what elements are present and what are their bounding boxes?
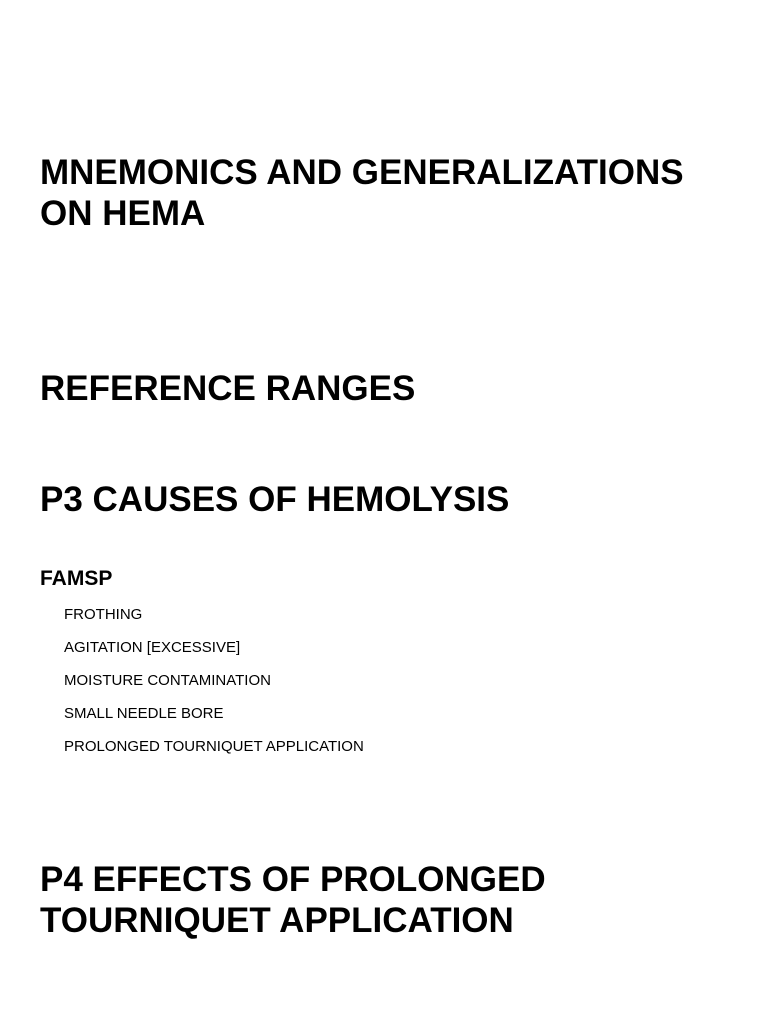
famsp-mnemonic-heading: FAMSP <box>40 567 113 590</box>
p3-causes-of-hemolysis-heading: P3 CAUSES OF HEMOLYSIS <box>40 480 510 519</box>
list-item: PROLONGED TOURNIQUET APPLICATION <box>64 738 364 755</box>
reference-ranges-heading: REFERENCE RANGES <box>40 369 416 408</box>
hemolysis-causes-list <box>64 606 364 771</box>
list-item: MOISTURE CONTAMINATION <box>64 672 271 689</box>
p4-tourniquet-effects-heading: P4 EFFECTS OF PROLONGED TOURNIQUET APPLICATION <box>40 860 546 940</box>
document-title: MNEMONICS AND GENERALIZATIONS ON HEMA <box>40 153 684 233</box>
list-item: FROTHING <box>64 606 143 623</box>
list-item: SMALL NEEDLE BORE <box>64 705 224 722</box>
list-item: AGITATION [EXCESSIVE] <box>64 639 241 656</box>
